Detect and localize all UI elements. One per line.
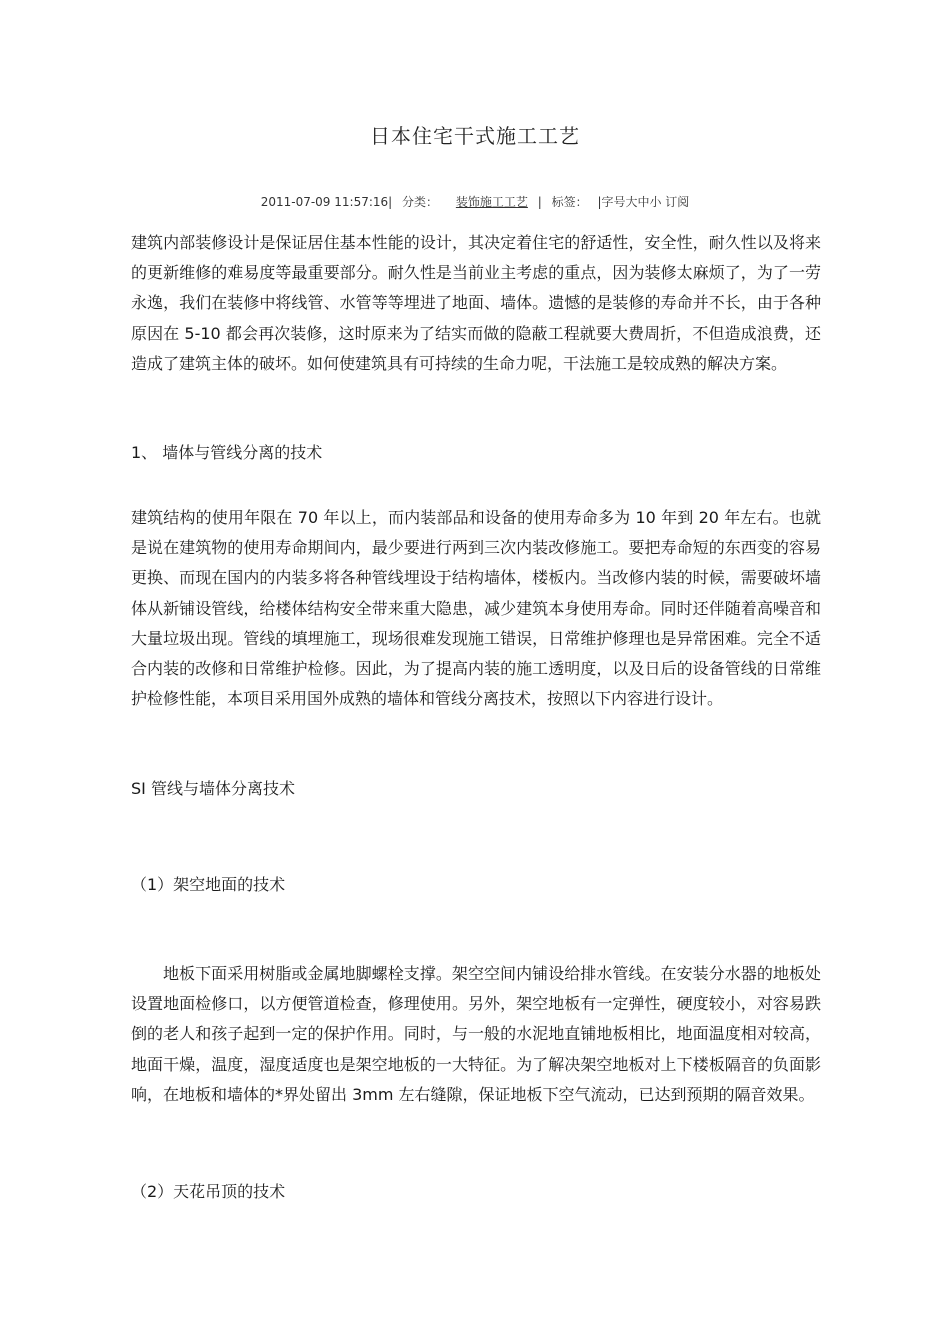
post-date: 2011-07-09 11:57:16| [260, 195, 393, 209]
subsection-1-paragraph: 地板下面采用树脂或金属地脚螺栓支撑。架空空间内铺设给排水管线。在安装分水器的地板处设置地面检修口，以方便管道检查，修理使用。另外，架空地板有一定弹性，硬度较小，对容易跌倒的老人和孩子起到一定的保护作用。同时，与一般的水泥地直铺地板相比，地面温度相对较高，地面干燥，温度，湿度适度也是架空地板的一大特征。为了解决架空地板对上下楼板隔音的负面影响，在地板和墙体的*界处留出 3mm 左右缝隙，保证地板下空气流动，已达到预期的隔音效果。 [131, 964, 821, 1104]
article-title: 日本住宅干式施工工艺 [370, 124, 580, 148]
category-label: 分类： [402, 195, 439, 209]
si-heading: SI 管线与墙体分离技术 [131, 779, 295, 798]
font-size-controls[interactable]: |字号大中小 订阅 [597, 195, 690, 209]
meta-separator: | [537, 195, 542, 209]
section-1-heading: 1、 墙体与管线分离的技术 [131, 443, 323, 462]
tags-label: 标签： [551, 195, 588, 209]
subsection-1-heading: （1）架空地面的技术 [131, 875, 286, 894]
section-1-paragraph: 建筑结构的使用年限在 70 年以上，而内装部品和设备的使用寿命多为 10 年到 20 年左右。也就是说在建筑物的使用寿命期间内，最少要进行两到三次内装改修施工。要把寿命短的东西变的容易更换、而现在国内的内装多将各种管线埋设于结构墙体，楼板内。当改修内装的时候，需要破坏墙体从新铺设管线，给楼体结构安全带来重大隐患，减少建筑本身使用寿命。同时还伴随着高噪音和大量垃圾出现。管线的填埋施工，现场很难发现施工错误，日常维护修理也是异常困难。完全不适合内装的改修和日常维护检修。因此，为了提高内装的施工透明度，以及日后的设备管线的日常维护检修性能，本项目采用国外成熟的墙体和管线分离技术，按照以下内容进行设计。 [131, 508, 821, 709]
intro-paragraph: 建筑内部装修设计是保证居住基本性能的设计，其决定着住宅的舒适性，安全性，耐久性以及将来的更新维修的难易度等最重要部分。耐久性是当前业主考虑的重点，因为装修太麻烦了，为了一劳永逸，我们在装修中将线管、水管等等埋进了地面、墙体。遗憾的是装修的寿命并不长，由于各种原因在 5-10 都会再次装修，这时原来为了结实而做的隐蔽工程就要大费周折，不但造成浪费，还造成了建筑主体的破坏。如何使建筑具有可持续的生命力呢，干法施工是较成熟的解决方案。 [131, 233, 821, 373]
article-meta [0, 193, 950, 211]
category-link[interactable]: 装饰施工工艺 [455, 195, 528, 209]
subsection-2-heading: （2）天花吊顶的技术 [131, 1182, 286, 1201]
